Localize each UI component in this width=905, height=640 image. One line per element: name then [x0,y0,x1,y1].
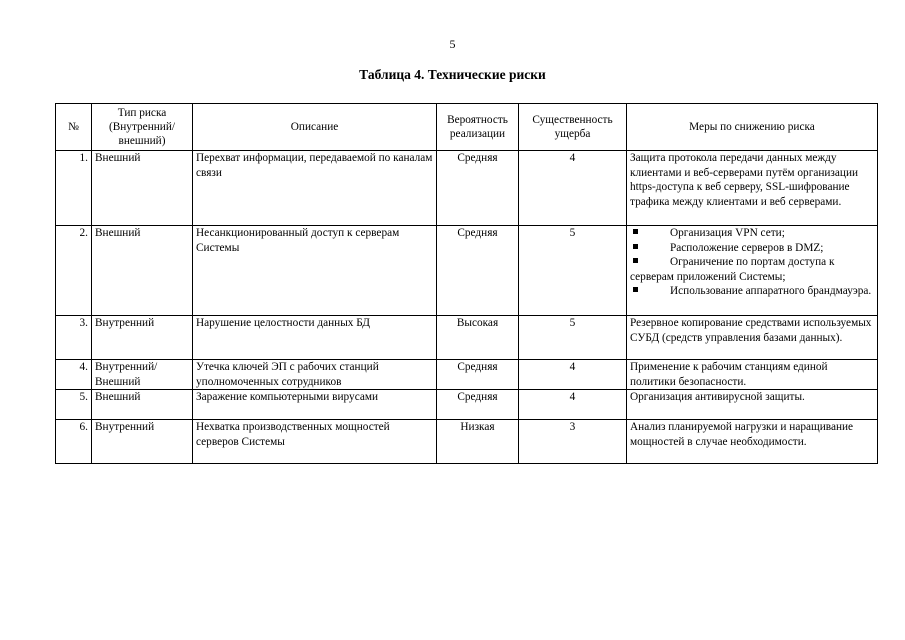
row-description: Заражение компьютерными вирусами [193,390,437,420]
header-significance: Существенность ущерба [519,104,627,151]
row-measures: Резервное копирование средствами используемых СУБД (средств управления базами данных). [627,316,878,360]
row-risk-type: Внешний [92,151,193,226]
table-header-row [56,104,878,151]
row-significance: 4 [519,390,627,420]
header-description: Описание [193,104,437,151]
row-significance: 4 [519,151,627,226]
row-significance: 4 [519,360,627,390]
table-row [56,316,878,360]
table-row [56,151,878,226]
measures-list-item: Ограничение по портам доступа к серверам приложений Системы; [630,256,835,283]
row-measures: Анализ планируемой нагрузки и наращивание мощностей в случае необходимости. [627,420,878,464]
row-risk-type: Внутренний/ Внешний [92,360,193,390]
row-num: 4. [56,360,92,390]
table-row [56,420,878,464]
bullet-icon [633,287,638,292]
bullet-icon [633,244,638,249]
table-row [56,226,878,316]
risk-table [55,103,878,464]
page-number: 5 [449,37,456,51]
row-probability: Средняя [437,151,519,226]
row-probability: Средняя [437,360,519,390]
row-probability: Высокая [437,316,519,360]
row-significance: 5 [519,316,627,360]
row-risk-type: Внешний [92,226,193,316]
header-risk-type: Тип риска (Внутренний/ внешний) [92,104,193,151]
header-num: № [56,104,92,151]
bullet-icon [633,258,638,263]
bullet-icon [633,229,638,234]
row-measures: Применение к рабочим станциям единой политики безопасности. [627,360,878,390]
row-probability: Средняя [437,390,519,420]
row-num: 5. [56,390,92,420]
header-probability: Вероятность реализации [437,104,519,151]
row-num: 6. [56,420,92,464]
table-row [56,390,878,420]
row-significance: 5 [519,226,627,316]
row-risk-type: Внутренний [92,316,193,360]
table-row [56,360,878,390]
table-title: Таблица 4. Технические риски [359,67,546,82]
row-risk-type: Внешний [92,390,193,420]
measures-list [630,226,874,299]
row-description: Нехватка производственных мощностей серверов Системы [193,420,437,464]
measures-list-item: Расположение серверов в DMZ; [630,241,874,256]
row-num: 1. [56,151,92,226]
measures-list-item: Использование аппаратного брандмауэра. [630,284,874,299]
measures-list-item: Организация VPN сети; [630,226,874,241]
row-description: Перехват информации, передаваемой по каналам связи [193,151,437,226]
header-measures: Меры по снижению риска [627,104,878,151]
row-significance: 3 [519,420,627,464]
row-num: 2. [56,226,92,316]
row-description: Несанкционированный доступ к серверам Системы [193,226,437,316]
row-probability: Средняя [437,226,519,316]
row-probability: Низкая [437,420,519,464]
row-description: Утечка ключей ЭП с рабочих станций уполномоченных сотрудников [193,360,437,390]
row-num: 3. [56,316,92,360]
row-description: Нарушение целостности данных БД [193,316,437,360]
row-measures: Защита протокола передачи данных между клиентами и веб-серверами путём организации https-доступа к веб серверу, SSL-шифрование трафика между клиентами и веб серверами. [627,151,878,226]
row-measures: Организация антивирусной защиты. [627,390,878,420]
row-measures [627,226,878,316]
row-risk-type: Внутренний [92,420,193,464]
